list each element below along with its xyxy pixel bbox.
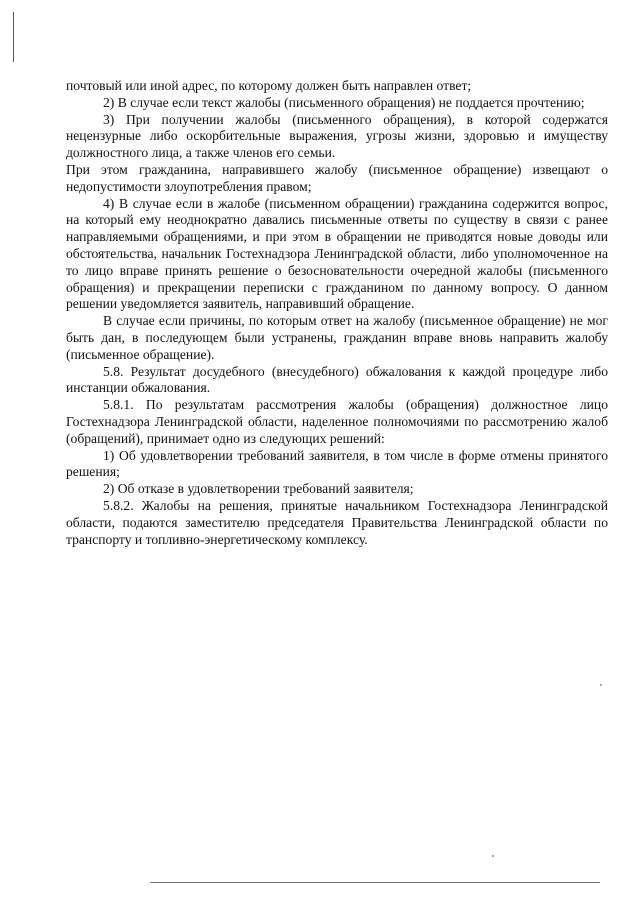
scan-margin-line (13, 12, 14, 62)
paragraph-notice: При этом гражданина, направившего жалобу (письменное обращение) извещают о недопустимости злоупотребления правом; (66, 161, 608, 194)
scan-speck (600, 684, 602, 686)
section-5-8-heading: 5.8. Результат досудебного (внесудебного) обжалования к каждой процедуре либо инстанции обжалования. (66, 363, 608, 396)
paragraph-item-2: 2) В случае если текст жалобы (письменного обращения) не поддается прочтению; (103, 94, 585, 110)
paragraph-continuation: почтовый или иной адрес, по которому должен быть направлен ответ; (66, 78, 472, 93)
paragraph-item-3: 3) При получении жалобы (письменного обращения), в которой содержатся нецензурные либо оскорбительные выражения, угрозы жизни, здоровью и имуществу должностного лица, а также членов его семьи. (66, 111, 608, 161)
scan-speck (492, 855, 494, 857)
scan-bottom-line (150, 882, 600, 883)
section-5-8-1: 5.8.1. По результатам рассмотрения жалобы (обращения) должностное лицо Гостехнадзора Ленинградской области, наделенное полномочиями по рассмотрению жалоб (обращений), принимает одно из следующих решений: (66, 397, 608, 446)
paragraph-resubmission: В случае если причины, по которым ответ на жалобу (письменное обращение) не мог быть дан, в последующем были устранены, гражданин вправе вновь направить жалобу (письменное обращение). (66, 313, 608, 362)
decision-option-2: 2) Об отказе в удовлетворении требований заявителя; (103, 481, 414, 497)
section-5-8-2: 5.8.2. Жалобы на решения, принятые начальником Гостехнадзора Ленинградской области, подаются заместителю председателя Правительства Ленинградской области по транспорту и топливно-энергетическому комплексу. (66, 497, 608, 547)
paragraph-item-4: 4) В случае если в жалобе (письменном обращении) гражданина содержится вопрос, на который ему неоднократно давались письменные ответы по существу в связи с ранее направляемыми обращениями, и при этом в обращении не приводятся новые доводы или обстоятельства, начальник Гостехнадзора Ленинградской области, либо уполномоченное на то лицо вправе принять решение о безосновательности очередной жалобы (письменного обращения) и прекращении переписки с гражданином по данному вопросу. О данном решении уведомляется заявитель, направивший обращение. (66, 195, 608, 312)
document-body (66, 78, 608, 548)
decision-option-1: 1) Об удовлетворении требований заявителя, в том числе в форме отмены принятого решения; (66, 447, 608, 480)
